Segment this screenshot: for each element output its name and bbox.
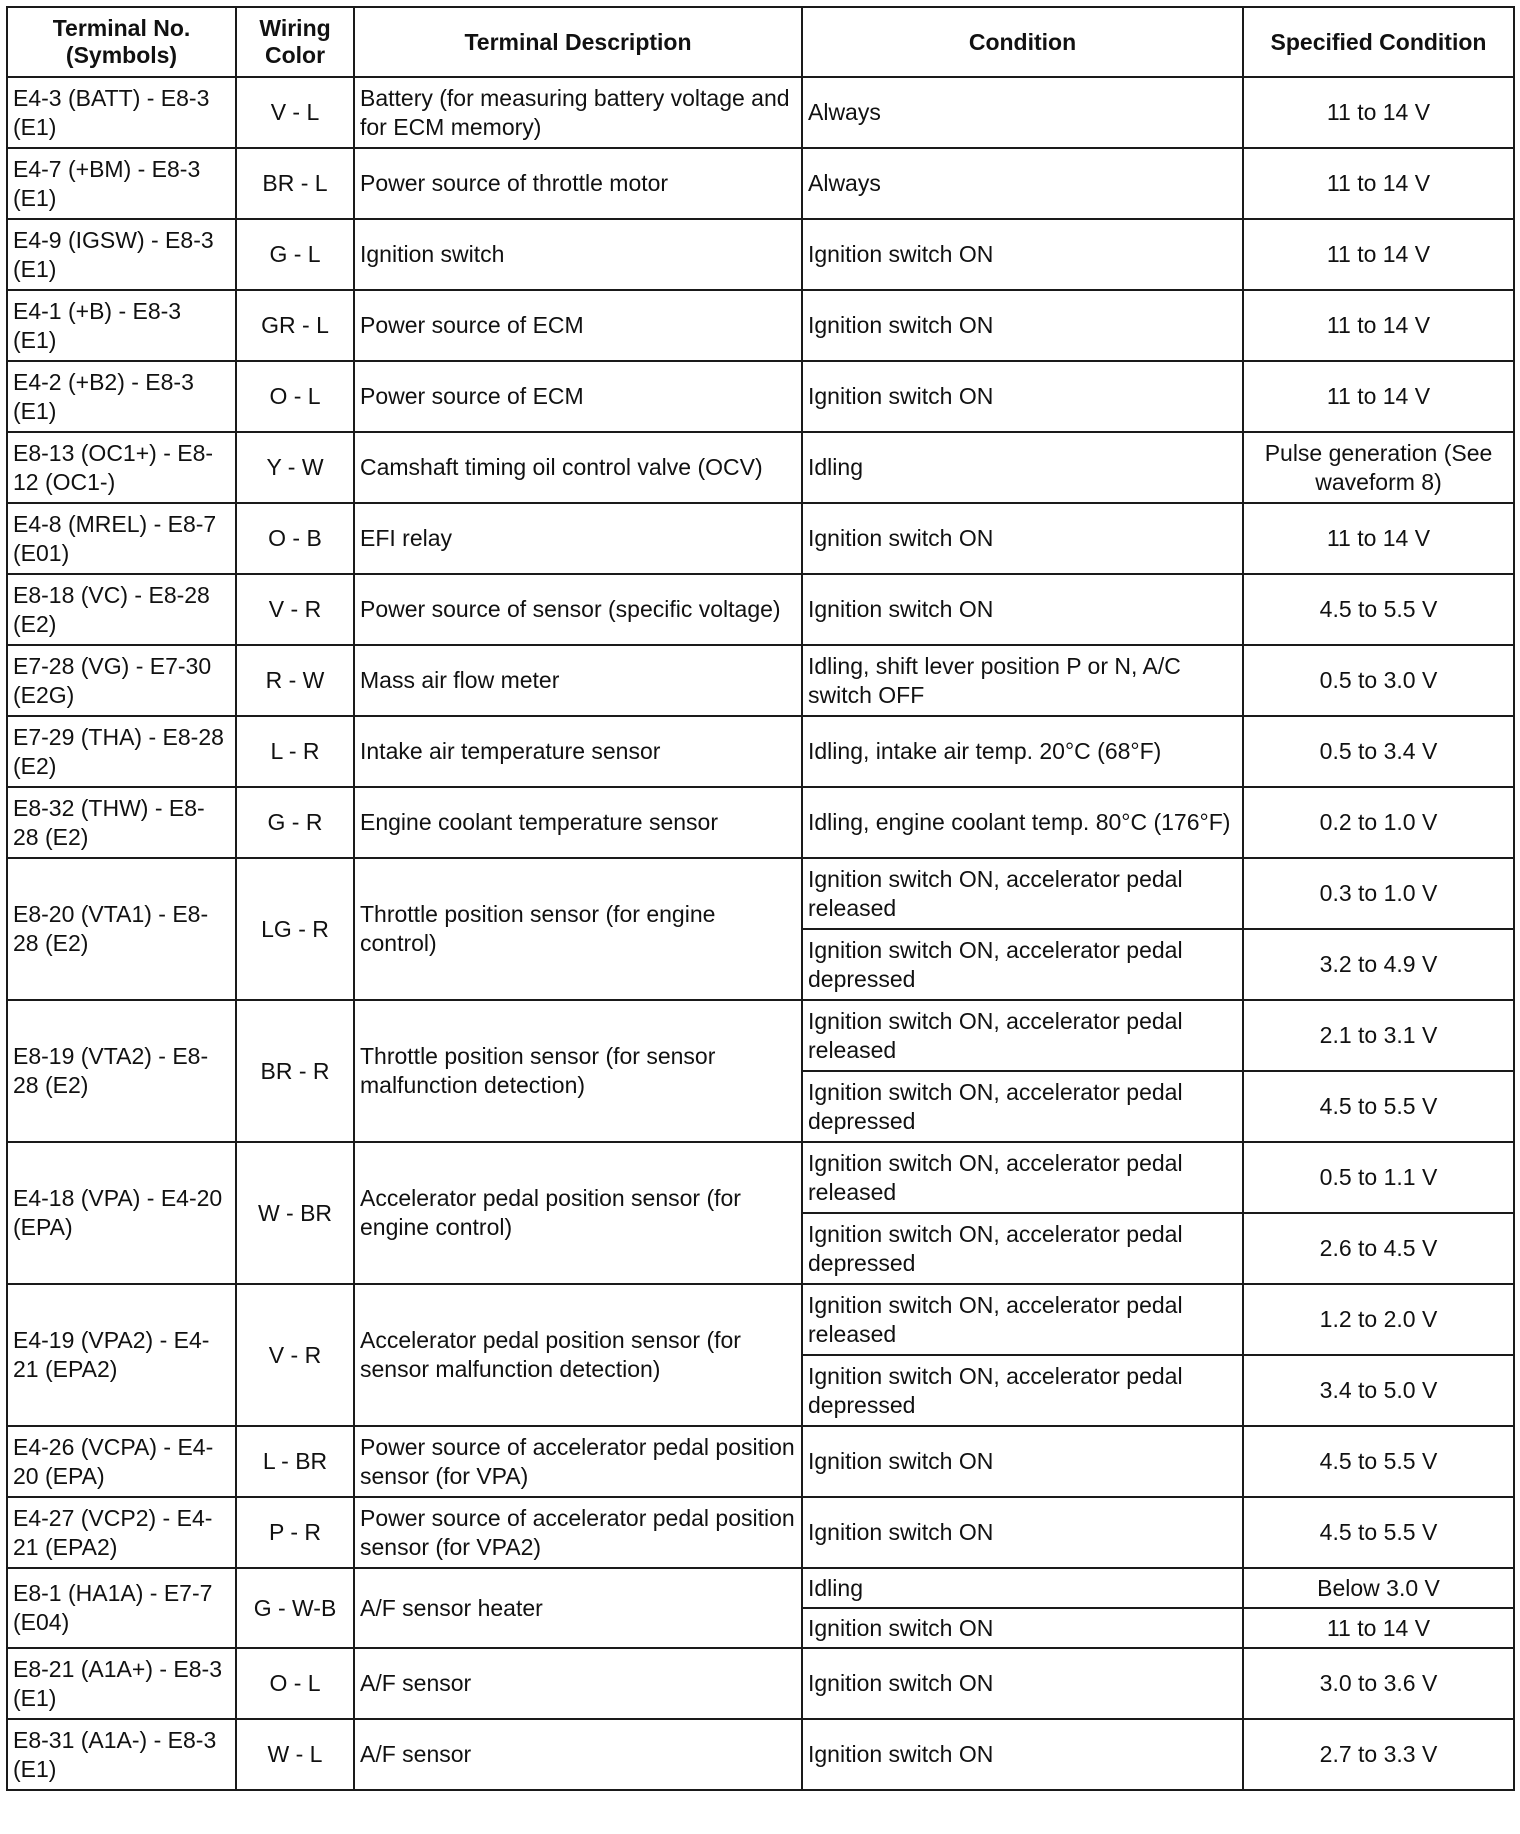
table-row bbox=[7, 1648, 1514, 1719]
terminal-cell: E8-31 (A1A-) - E8-3 (E1) bbox=[7, 1719, 236, 1790]
condition-cell: Idling bbox=[802, 432, 1243, 503]
terminal-cell: E4-7 (+BM) - E8-3 (E1) bbox=[7, 148, 236, 219]
header-row bbox=[7, 7, 1514, 77]
specified-condition-cell: 0.3 to 1.0 V bbox=[1243, 858, 1514, 929]
condition-cell: Ignition switch ON bbox=[802, 219, 1243, 290]
table-row bbox=[7, 219, 1514, 290]
condition-cell: Ignition switch ON bbox=[802, 1608, 1243, 1648]
description-cell: Camshaft timing oil control valve (OCV) bbox=[354, 432, 802, 503]
table-row bbox=[7, 432, 1514, 503]
description-cell: Engine coolant temperature sensor bbox=[354, 787, 802, 858]
wiring-color-cell: L - BR bbox=[236, 1426, 354, 1497]
condition-cell: Ignition switch ON bbox=[802, 1497, 1243, 1568]
table-row bbox=[7, 148, 1514, 219]
specified-condition-cell: Below 3.0 V bbox=[1243, 1568, 1514, 1608]
table-row bbox=[7, 77, 1514, 148]
header-specified-condition: Specified Condition bbox=[1243, 7, 1514, 77]
table-row bbox=[7, 503, 1514, 574]
specified-condition-cell: 11 to 14 V bbox=[1243, 361, 1514, 432]
header-condition: Condition bbox=[802, 7, 1243, 77]
wiring-color-cell: Y - W bbox=[236, 432, 354, 503]
terminal-cell: E7-29 (THA) - E8-28 (E2) bbox=[7, 716, 236, 787]
condition-cell: Ignition switch ON bbox=[802, 1426, 1243, 1497]
condition-cell: Ignition switch ON, accelerator pedal depressed bbox=[802, 929, 1243, 1000]
wiring-color-cell: R - W bbox=[236, 645, 354, 716]
wiring-color-cell: V - L bbox=[236, 77, 354, 148]
wiring-color-cell: BR - R bbox=[236, 1000, 354, 1142]
terminal-cell: E8-19 (VTA2) - E8-28 (E2) bbox=[7, 1000, 236, 1142]
specified-condition-cell: 0.2 to 1.0 V bbox=[1243, 787, 1514, 858]
specified-condition-cell: 3.2 to 4.9 V bbox=[1243, 929, 1514, 1000]
terminal-cell: E8-32 (THW) - E8-28 (E2) bbox=[7, 787, 236, 858]
condition-cell: Always bbox=[802, 148, 1243, 219]
terminal-cell: E4-3 (BATT) - E8-3 (E1) bbox=[7, 77, 236, 148]
wiring-color-cell: W - L bbox=[236, 1719, 354, 1790]
condition-cell: Ignition switch ON bbox=[802, 1719, 1243, 1790]
specified-condition-cell: 11 to 14 V bbox=[1243, 148, 1514, 219]
condition-cell: Ignition switch ON, accelerator pedal depressed bbox=[802, 1071, 1243, 1142]
specified-condition-cell: 0.5 to 1.1 V bbox=[1243, 1142, 1514, 1213]
table-row bbox=[7, 858, 1514, 929]
wiring-color-cell: G - L bbox=[236, 219, 354, 290]
terminal-cell: E8-13 (OC1+) - E8-12 (OC1-) bbox=[7, 432, 236, 503]
wiring-color-cell: V - R bbox=[236, 574, 354, 645]
description-cell: Throttle position sensor (for engine control) bbox=[354, 858, 802, 1000]
table-row bbox=[7, 1000, 1514, 1071]
wiring-color-cell: O - L bbox=[236, 361, 354, 432]
specified-condition-cell: 4.5 to 5.5 V bbox=[1243, 574, 1514, 645]
terminal-cell: E4-27 (VCP2) - E4-21 (EPA2) bbox=[7, 1497, 236, 1568]
terminal-cell: E4-2 (+B2) - E8-3 (E1) bbox=[7, 361, 236, 432]
description-cell: Power source of throttle motor bbox=[354, 148, 802, 219]
wiring-color-cell: G - R bbox=[236, 787, 354, 858]
condition-cell: Ignition switch ON, accelerator pedal released bbox=[802, 858, 1243, 929]
condition-cell: Ignition switch ON, accelerator pedal released bbox=[802, 1000, 1243, 1071]
terminal-cell: E4-1 (+B) - E8-3 (E1) bbox=[7, 290, 236, 361]
description-cell: Battery (for measuring battery voltage and for ECM memory) bbox=[354, 77, 802, 148]
condition-cell: Idling bbox=[802, 1568, 1243, 1608]
terminal-cell: E7-28 (VG) - E7-30 (E2G) bbox=[7, 645, 236, 716]
header-wiring-color: Wiring Color bbox=[236, 7, 354, 77]
table-header bbox=[7, 7, 1514, 77]
table-row bbox=[7, 1719, 1514, 1790]
terminal-spec-table bbox=[6, 6, 1515, 1791]
specified-condition-cell: 11 to 14 V bbox=[1243, 77, 1514, 148]
condition-cell: Ignition switch ON bbox=[802, 290, 1243, 361]
specified-condition-cell: 0.5 to 3.4 V bbox=[1243, 716, 1514, 787]
wiring-color-cell: L - R bbox=[236, 716, 354, 787]
condition-cell: Ignition switch ON, accelerator pedal depressed bbox=[802, 1213, 1243, 1284]
specified-condition-cell: Pulse generation (See waveform 8) bbox=[1243, 432, 1514, 503]
specified-condition-cell: 2.7 to 3.3 V bbox=[1243, 1719, 1514, 1790]
condition-cell: Always bbox=[802, 77, 1243, 148]
description-cell: EFI relay bbox=[354, 503, 802, 574]
description-cell: A/F sensor heater bbox=[354, 1568, 802, 1648]
terminal-cell: E4-8 (MREL) - E8-7 (E01) bbox=[7, 503, 236, 574]
table-row bbox=[7, 1497, 1514, 1568]
header-terminal-description: Terminal Description bbox=[354, 7, 802, 77]
condition-cell: Ignition switch ON, accelerator pedal depressed bbox=[802, 1355, 1243, 1426]
description-cell: Mass air flow meter bbox=[354, 645, 802, 716]
table-row bbox=[7, 574, 1514, 645]
terminal-cell: E8-21 (A1A+) - E8-3 (E1) bbox=[7, 1648, 236, 1719]
wiring-color-cell: GR - L bbox=[236, 290, 354, 361]
terminal-cell: E8-1 (HA1A) - E7-7 (E04) bbox=[7, 1568, 236, 1648]
description-cell: Intake air temperature sensor bbox=[354, 716, 802, 787]
terminal-cell: E4-9 (IGSW) - E8-3 (E1) bbox=[7, 219, 236, 290]
table-row bbox=[7, 645, 1514, 716]
description-cell: Accelerator pedal position sensor (for engine control) bbox=[354, 1142, 802, 1284]
description-cell: A/F sensor bbox=[354, 1648, 802, 1719]
condition-cell: Ignition switch ON, accelerator pedal released bbox=[802, 1142, 1243, 1213]
description-cell: Power source of ECM bbox=[354, 290, 802, 361]
table-row bbox=[7, 1568, 1514, 1608]
specified-condition-cell: 4.5 to 5.5 V bbox=[1243, 1071, 1514, 1142]
terminal-cell: E4-19 (VPA2) - E4-21 (EPA2) bbox=[7, 1284, 236, 1426]
specified-condition-cell: 2.1 to 3.1 V bbox=[1243, 1000, 1514, 1071]
condition-cell: Idling, shift lever position P or N, A/C switch OFF bbox=[802, 645, 1243, 716]
description-cell: Power source of accelerator pedal position sensor (for VPA2) bbox=[354, 1497, 802, 1568]
table-row bbox=[7, 787, 1514, 858]
wiring-color-cell: V - R bbox=[236, 1284, 354, 1426]
wiring-color-cell: BR - L bbox=[236, 148, 354, 219]
specified-condition-cell: 11 to 14 V bbox=[1243, 290, 1514, 361]
wiring-color-cell: P - R bbox=[236, 1497, 354, 1568]
specified-condition-cell: 11 to 14 V bbox=[1243, 1608, 1514, 1648]
specified-condition-cell: 3.4 to 5.0 V bbox=[1243, 1355, 1514, 1426]
wiring-color-cell: O - L bbox=[236, 1648, 354, 1719]
table-row bbox=[7, 290, 1514, 361]
table-row bbox=[7, 361, 1514, 432]
terminal-cell: E8-20 (VTA1) - E8-28 (E2) bbox=[7, 858, 236, 1000]
description-cell: Ignition switch bbox=[354, 219, 802, 290]
condition-cell: Ignition switch ON bbox=[802, 361, 1243, 432]
condition-cell: Ignition switch ON, accelerator pedal released bbox=[802, 1284, 1243, 1355]
condition-cell: Ignition switch ON bbox=[802, 503, 1243, 574]
description-cell: Power source of sensor (specific voltage) bbox=[354, 574, 802, 645]
specified-condition-cell: 11 to 14 V bbox=[1243, 503, 1514, 574]
table-row bbox=[7, 1426, 1514, 1497]
specified-condition-cell: 11 to 14 V bbox=[1243, 219, 1514, 290]
condition-cell: Ignition switch ON bbox=[802, 574, 1243, 645]
condition-cell: Ignition switch ON bbox=[802, 1648, 1243, 1719]
terminal-cell: E4-26 (VCPA) - E4-20 (EPA) bbox=[7, 1426, 236, 1497]
wiring-color-cell: G - W-B bbox=[236, 1568, 354, 1648]
terminal-cell: E8-18 (VC) - E8-28 (E2) bbox=[7, 574, 236, 645]
condition-cell: Idling, intake air temp. 20°C (68°F) bbox=[802, 716, 1243, 787]
description-cell: Power source of ECM bbox=[354, 361, 802, 432]
description-cell: Accelerator pedal position sensor (for sensor malfunction detection) bbox=[354, 1284, 802, 1426]
description-cell: A/F sensor bbox=[354, 1719, 802, 1790]
wiring-color-cell: O - B bbox=[236, 503, 354, 574]
specified-condition-cell: 3.0 to 3.6 V bbox=[1243, 1648, 1514, 1719]
header-terminal: Terminal No. (Symbols) bbox=[7, 7, 236, 77]
specified-condition-cell: 4.5 to 5.5 V bbox=[1243, 1497, 1514, 1568]
specified-condition-cell: 1.2 to 2.0 V bbox=[1243, 1284, 1514, 1355]
specified-condition-cell: 4.5 to 5.5 V bbox=[1243, 1426, 1514, 1497]
table-row bbox=[7, 716, 1514, 787]
specified-condition-cell: 2.6 to 4.5 V bbox=[1243, 1213, 1514, 1284]
terminal-cell: E4-18 (VPA) - E4-20 (EPA) bbox=[7, 1142, 236, 1284]
description-cell: Throttle position sensor (for sensor malfunction detection) bbox=[354, 1000, 802, 1142]
specified-condition-cell: 0.5 to 3.0 V bbox=[1243, 645, 1514, 716]
table-row bbox=[7, 1284, 1514, 1355]
condition-cell: Idling, engine coolant temp. 80°C (176°F) bbox=[802, 787, 1243, 858]
description-cell: Power source of accelerator pedal position sensor (for VPA) bbox=[354, 1426, 802, 1497]
wiring-color-cell: LG - R bbox=[236, 858, 354, 1000]
table-row bbox=[7, 1142, 1514, 1213]
table-body bbox=[7, 77, 1514, 1790]
wiring-color-cell: W - BR bbox=[236, 1142, 354, 1284]
